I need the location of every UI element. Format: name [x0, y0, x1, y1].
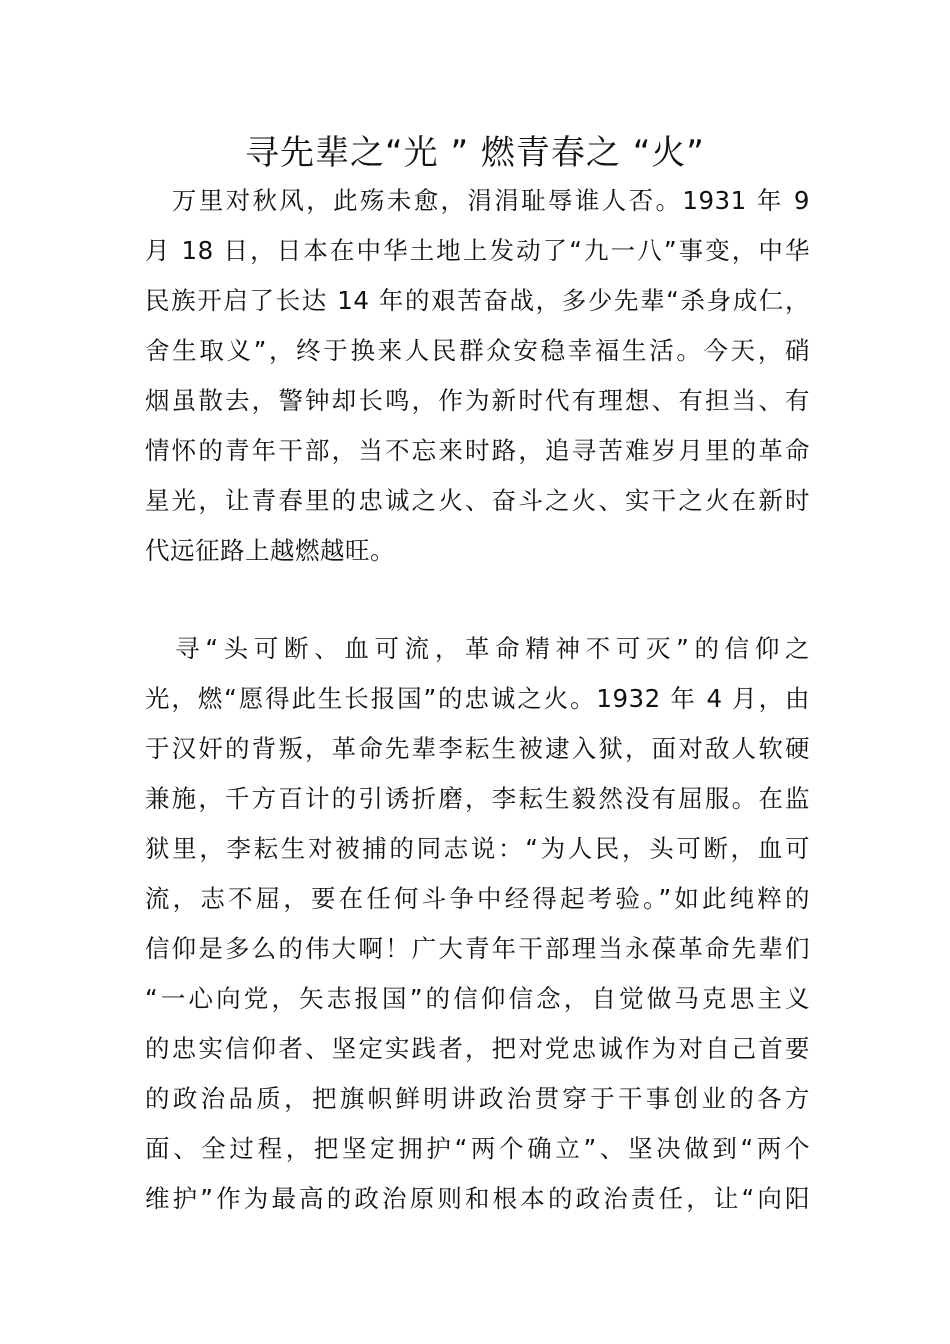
paragraph-1-line-3: 民族开启了长达 14 年的艰苦奋战，多少先辈“杀身成仁，: [145, 286, 810, 315]
paragraph-1-line-8: 代远征路上越燃越旺。: [145, 536, 395, 565]
paragraph-1-line-5: 烟虽散去，警钟却长鸣，作为新时代有理想、有担当、有: [145, 386, 810, 415]
paragraph-2-line-2: 光，燃“愿得此生长报国”的忠诚之火。1932 年 4 月，由: [145, 684, 810, 713]
paragraph-2-line-7: 信仰是多么的伟大啊！广大青年干部理当永葆革命先辈们: [145, 934, 810, 963]
paragraph-2-line-3: 于汉奸的背叛，革命先辈李耘生被逮入狱，面对敌人软硬: [145, 734, 810, 763]
paragraph-2-line-6: 流，志不屈，要在任何斗争中经得起考验。”如此纯粹的: [145, 884, 810, 913]
paragraph-2-line-4: 兼施，千方百计的引诱折磨，李耘生毅然没有屈服。在监: [145, 784, 810, 813]
paragraph-2-line-9: 的忠实信仰者、坚定实践者，把对党忠诚作为对自己首要: [145, 1034, 810, 1063]
paragraph-1-line-4: 舍生取义”，终于换来人民群众安稳幸福生活。今天，硝: [145, 336, 810, 365]
paragraph-2-line-8: “一心向党，矢志报国”的信仰信念，自觉做马克思主义: [145, 984, 810, 1013]
paragraph-1-line-6: 情怀的青年干部，当不忘来时路，追寻苦难岁月里的革命: [145, 436, 810, 465]
paragraph-1-line-7: 星光，让青春里的忠诚之火、奋斗之火、实干之火在新时: [145, 486, 810, 515]
paragraph-2-line-12: 维护”作为最高的政治原则和根本的政治责任，让“向阳: [145, 1184, 810, 1213]
paragraph-2-line-5: 狱里，李耘生对被捕的同志说：“为人民，头可断，血可: [145, 834, 810, 863]
paragraph-1-line-2: 月 18 日，日本在中华土地上发动了“九一八”事变，中华: [145, 236, 810, 265]
document-title: 寻先辈之“光 ” 燃青春之 “火”: [245, 133, 705, 173]
paragraph-1-line-1: 万里对秋风，此殇未愈，涓涓耻辱谁人否。1931 年 9: [145, 186, 810, 215]
paragraph-2-line-10: 的政治品质，把旗帜鲜明讲政治贯穿于干事创业的各方: [145, 1084, 810, 1113]
paragraph-2-line-1: 寻“头可断、血可流，革命精神不可灭”的信仰之: [145, 634, 810, 663]
paragraph-2-line-11: 面、全过程，把坚定拥护“两个确立”、坚决做到“两个: [145, 1134, 810, 1163]
